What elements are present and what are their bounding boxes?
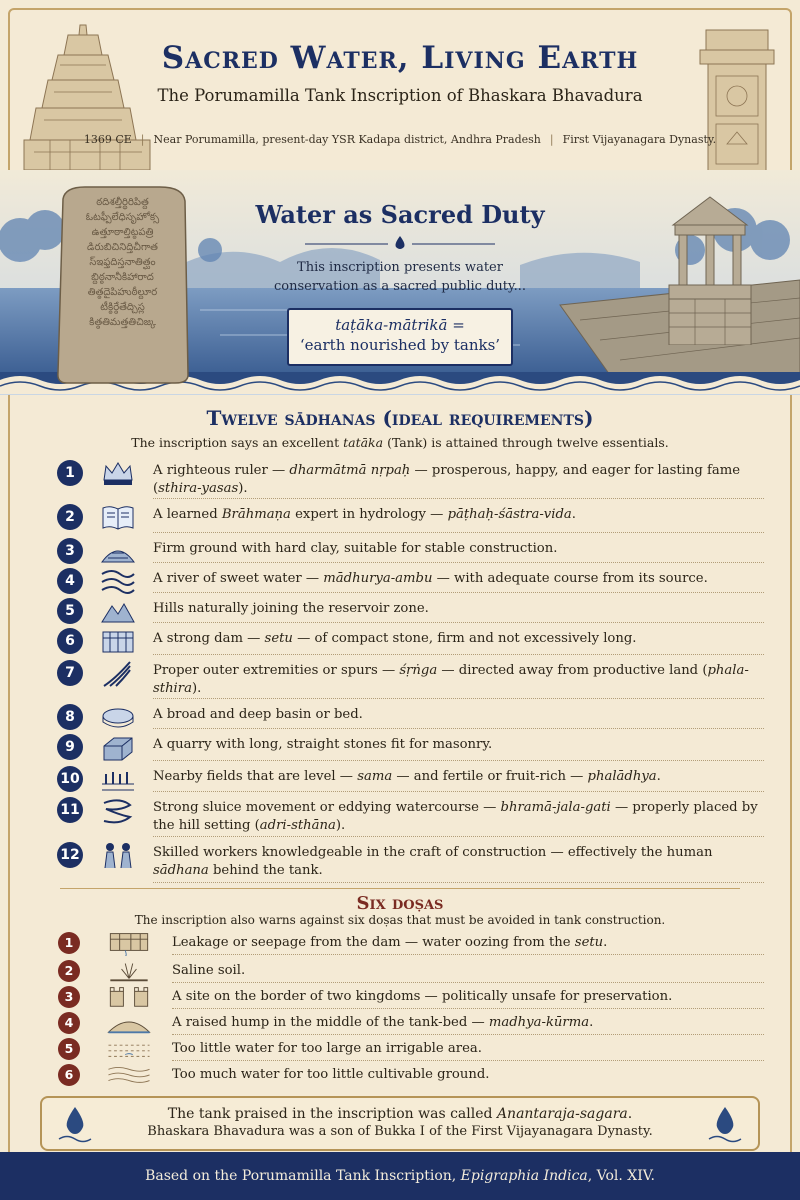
sadhana-number: 12 — [57, 842, 83, 868]
dosha-number: 4 — [58, 1012, 80, 1034]
sadhana-text: Firm ground with hard clay, suitable for stable construction. — [153, 541, 558, 556]
page-subtitle: The Porumamilla Tank Inscription of Bhaskara Bhavadura — [157, 86, 643, 105]
water-panel-text: This inscription presents water conservation as a sacred public duty... — [273, 260, 527, 294]
fields-icon — [100, 764, 136, 794]
dosha-text: A site on the border of two kingdoms — politically unsafe for preservation. — [172, 989, 673, 1004]
sadhana-text: A river of sweet water — mādhurya-ambu — with adequate course from its source. — [153, 571, 708, 586]
hump-icon — [105, 1008, 153, 1036]
sadhana-number: 2 — [57, 504, 83, 530]
sadhana-number: 11 — [57, 797, 83, 823]
dosha-number: 6 — [58, 1064, 80, 1086]
sadhana-text: A quarry with long, straight stones fit for masonry. — [153, 737, 493, 752]
sadhana-text: A broad and deep basin or bed. — [153, 707, 363, 722]
sadhana-text: A learned Brāhmaṇa expert in hydrology — pāṭhaḥ-śāstra-vida. — [153, 507, 576, 522]
conclusion-line-1: The tank praised in the inscription was called Anantaraja-sagara. — [167, 1106, 633, 1122]
twelve-section-intro: The inscription says an excellent tatāka (Tank) is attained through twelve essentials. — [131, 435, 669, 450]
page-title: Sacred Water, Living Earth — [161, 40, 639, 76]
dosha-number: 5 — [58, 1038, 80, 1060]
row-divider — [153, 654, 764, 655]
row-divider — [153, 698, 764, 699]
six-section-title: Six doṣas — [356, 893, 444, 914]
sadhana-text: A strong dam — setu — of compact stone, firm and not excessively long. — [153, 631, 637, 646]
row-divider — [153, 532, 764, 533]
meta-dynasty: First Vijayanagara Dynasty. — [562, 133, 717, 146]
sadhana-number: 5 — [57, 598, 83, 624]
stone-block-icon — [100, 732, 136, 762]
sadhana-number: 6 — [57, 628, 83, 654]
meta-line: 1369 CE | Near Porumamilla, present-day YSR Kadapa district, Andhra Pradesh | First Vijayanagara Dynasty. — [83, 133, 717, 146]
dosha-number: 3 — [58, 986, 80, 1008]
sadhana-text: Nearby fields that are level — sama — and fertile or fruit-rich — phalādhya. — [153, 769, 661, 784]
crown-icon — [100, 458, 136, 488]
sadhana-number: 3 — [57, 538, 83, 564]
row-divider — [153, 592, 764, 593]
dosha-text: Saline soil. — [172, 963, 246, 978]
dosha-text: Too much water for too little cultivable ground. — [172, 1067, 490, 1082]
sadhana-number: 8 — [57, 704, 83, 730]
sadhana-text: A righteous ruler — dharmātmā nṛpaḥ — prosperous, happy, and eager for lasting fame (sthira-yasas). — [153, 463, 741, 496]
spur-icon — [100, 658, 136, 688]
six-section-intro: The inscription also warns against six doṣas that must be avoided in tank construction. — [134, 913, 666, 927]
sadhana-number: 10 — [57, 766, 83, 792]
book-icon — [100, 502, 136, 532]
row-divider — [153, 760, 764, 761]
clay-mound-icon — [100, 536, 136, 566]
hills-icon — [100, 596, 136, 626]
sadhana-number: 4 — [57, 568, 83, 594]
two-forts-icon — [105, 982, 153, 1010]
definition-meaning: ‘earth nourished by tanks’ — [299, 336, 501, 354]
dosha-number: 2 — [58, 960, 80, 982]
definition-term: taṭāka-mātrikā = — [335, 316, 465, 334]
much-water-icon — [105, 1060, 153, 1088]
basin-icon — [100, 702, 136, 732]
sadhana-number: 1 — [57, 460, 83, 486]
row-divider — [153, 562, 764, 563]
header — [0, 0, 800, 170]
dosha-text: Leakage or seepage from the dam — water oozing from the setu. — [172, 935, 608, 950]
water-drop-ornament — [300, 235, 500, 251]
row-divider — [172, 982, 764, 983]
sadhana-text: Skilled workers knowledgeable in the craft of construction — effectively the human sādhana behind the tank. — [153, 845, 713, 878]
row-divider — [153, 836, 764, 837]
saline-soil-icon — [105, 956, 153, 984]
row-divider — [153, 498, 764, 499]
row-divider — [153, 882, 764, 883]
water-drop-icon — [705, 1103, 745, 1143]
row-divider — [172, 1008, 764, 1009]
meta-date: 1369 CE — [83, 133, 132, 146]
row-divider — [172, 1034, 764, 1035]
leaking-dam-icon — [105, 928, 153, 956]
sadhana-number: 9 — [57, 734, 83, 760]
sadhana-text: Strong sluice movement or eddying watercourse — bhramā-jala-gati — properly placed by the hill setting (adri-sthāna). — [153, 800, 758, 833]
dosha-text: Too little water for too large an irrigable area. — [172, 1041, 482, 1056]
workers-icon — [100, 840, 136, 870]
sadhana-text: Hills naturally joining the reservoir zone. — [153, 601, 429, 616]
footer-citation: Based on the Porumamilla Tank Inscription, Epigraphia Indica, Vol. XIV. — [0, 1152, 800, 1200]
river-icon — [100, 566, 136, 596]
sadhana-number: 7 — [57, 660, 83, 686]
mandapa-pavilion-illustration — [665, 195, 755, 345]
dosha-text: A raised hump in the middle of the tank-bed — madhya-kūrma. — [172, 1015, 594, 1030]
row-divider — [153, 622, 764, 623]
inscription-stone-glyphs: ఠదిశల్తీర్థిరిపిత్ద ఓటఫ్పీలేధిసృహోక్స ఉత్తూఠాల్తిట్ఠపత్రి డిరుబిచినిద్తిచీగాత స్ఇఫ్తదిస్తనాతిత్ఘం బ్దిఠ్ఠనానీకిహారాద తిత్ఠదైపిహుఠీల్దూర టీక్ఠిర్ఠేతేద్చిస్ల కిత్ఠతిమత్తతిచిజ్క — [85, 197, 160, 328]
dosha-number: 1 — [58, 932, 80, 954]
row-divider — [172, 954, 764, 955]
row-divider — [153, 791, 764, 792]
definition-box — [287, 308, 513, 366]
section-divider — [60, 888, 740, 889]
water-panel-title: Water as Sacred Duty — [255, 200, 545, 229]
little-water-icon — [105, 1034, 153, 1062]
eddy-icon — [100, 795, 136, 825]
water-drop-icon — [55, 1103, 95, 1143]
meta-location: Near Porumamilla, present-day YSR Kadapa district, Andhra Pradesh — [153, 133, 541, 146]
row-divider — [153, 728, 764, 729]
conclusion-box — [40, 1096, 760, 1151]
dam-icon — [100, 626, 136, 656]
row-divider — [172, 1060, 764, 1061]
twelve-section-title: Twelve sādhanas (ideal requirements) — [206, 406, 594, 430]
sadhana-text: Proper outer extremities or spurs — śṛṅga — directed away from productive land (phala-sthira). — [153, 663, 749, 696]
conclusion-line-2: Bhaskara Bhavadura was a son of Bukka I of the First Vijayanagara Dynasty. — [147, 1124, 653, 1139]
